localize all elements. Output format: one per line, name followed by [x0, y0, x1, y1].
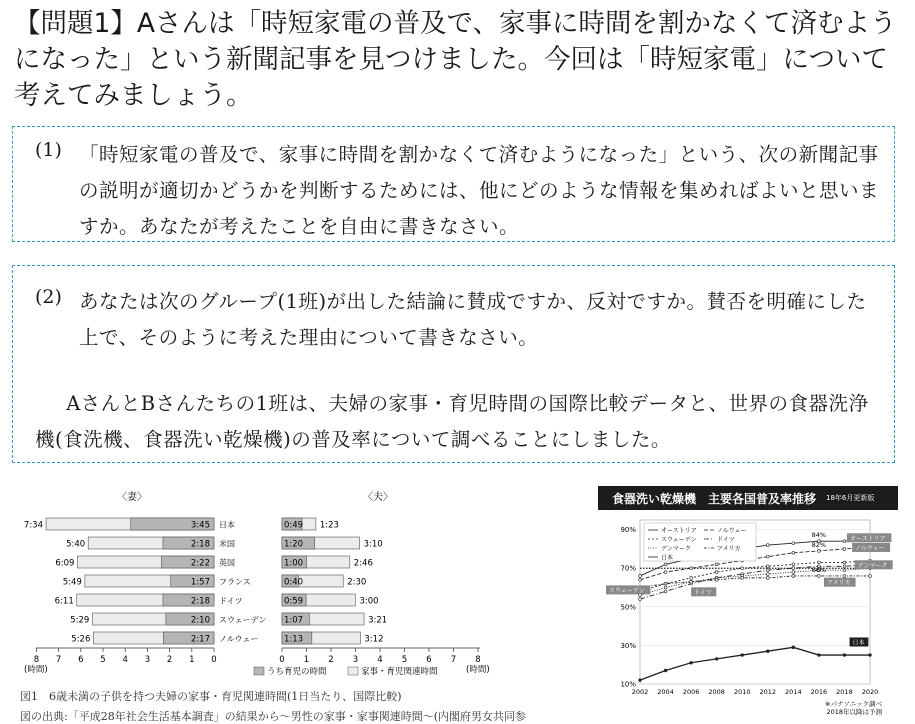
legend-entry: ノルウェー	[717, 527, 747, 535]
series-point	[664, 563, 667, 566]
wife-tick-label: 2	[166, 655, 173, 665]
series-point	[869, 654, 872, 657]
husband-tick-label: 8	[475, 655, 481, 665]
country-label: フランス	[219, 577, 251, 587]
husband-childcare-label: 0:49	[284, 520, 304, 531]
series-point	[843, 540, 846, 543]
wife-tick-label: 6	[78, 655, 84, 665]
husband-childcare-label: 1:07	[284, 615, 304, 626]
x-tick-label: 2018	[836, 688, 853, 696]
y-tick-label: 70%	[620, 564, 636, 573]
husband-total-label: 3:10	[363, 539, 383, 550]
series-point	[664, 669, 667, 672]
legend-childcare-swatch	[254, 667, 264, 675]
series-point	[741, 576, 744, 579]
series-point	[664, 586, 667, 589]
series-point	[869, 575, 872, 578]
x-tick-label: 2004	[657, 688, 674, 696]
series-point	[766, 573, 769, 576]
y-tick-label: 30%	[620, 641, 636, 650]
point-value-label: 66%	[811, 565, 827, 574]
question-1-text: 「時短家電の普及で、家事に時間を割かなくて済むようになった」という、次の新聞記事の説明が適切かどうかを判断するためには、他にどのような情報を集めればよいと思いますか。あなたが考えたことを自由に書きなさい。	[79, 143, 880, 238]
series-point	[741, 567, 744, 570]
legend-childcare-label: うち育児の時間	[267, 667, 327, 677]
series-point	[766, 544, 769, 547]
series-point	[639, 679, 642, 682]
series-point	[817, 575, 820, 578]
country-label: 米国	[219, 539, 235, 549]
question-2-box	[12, 265, 895, 463]
series-point	[817, 561, 820, 564]
husband-childcare-label: 1:13	[284, 634, 304, 645]
country-label: ノルウェー	[219, 634, 259, 644]
husband-total-label: 3:12	[364, 634, 384, 645]
wife-chart-title: 〈妻〉	[117, 492, 147, 503]
series-point	[766, 576, 769, 579]
series-point	[766, 650, 769, 653]
husband-tick-label: 2	[328, 655, 334, 665]
series-point	[766, 555, 769, 558]
series-point	[792, 646, 795, 649]
series-point	[843, 569, 846, 572]
question-1-box	[12, 126, 895, 242]
chart-note-source: ※パナソニック調べ	[825, 700, 882, 708]
husband-tick-label: 1	[303, 655, 310, 665]
series-point	[766, 569, 769, 572]
series-point	[766, 565, 769, 568]
husband-total-label: 2:46	[353, 558, 373, 569]
wife-childcare-label: 2:18	[190, 539, 210, 550]
series-point	[715, 658, 718, 661]
series-tag-label: ドイツ	[694, 589, 712, 597]
x-tick-label: 2008	[708, 688, 725, 696]
y-tick-label: 10%	[620, 680, 636, 689]
legend-entry: 日本	[661, 554, 674, 562]
wife-total-label: 5:26	[71, 634, 91, 645]
dishwasher-chart-subtitle: 18年6月更新版	[826, 494, 875, 502]
x-tick-label: 2012	[759, 688, 777, 696]
wife-total-label: 6:11	[54, 596, 74, 607]
question-1-number: (1)	[35, 139, 62, 161]
series-point	[639, 578, 642, 581]
figure-source: 図の出典:「平成28年社会生活基本調査」の結果から～男性の家事・家事関連時間～(内閣府男女共同参	[20, 710, 526, 723]
husband-tick-label: 3	[352, 655, 359, 665]
husband-tick-label: 5	[401, 655, 408, 665]
husband-childcare-label: 1:20	[284, 539, 304, 550]
wife-childcare-label: 2:18	[190, 596, 210, 607]
wife-childcare-label: 3:45	[190, 520, 210, 531]
legend-entry: デンマーク	[661, 545, 691, 553]
series-point	[792, 571, 795, 574]
series-point	[741, 654, 744, 657]
husband-axis-unit: (時間)	[466, 665, 490, 675]
country-label: スウェーデン	[219, 615, 267, 625]
series-point	[843, 561, 846, 564]
wife-childcare-label: 1:57	[190, 577, 210, 588]
country-label: ドイツ	[219, 596, 243, 606]
wife-total-label: 5:40	[66, 539, 86, 550]
point-value-label: 82%	[811, 540, 827, 549]
series-tag-label: オーストリア	[850, 535, 886, 543]
series-point	[690, 580, 693, 583]
wife-childcare-label: 2:22	[190, 558, 210, 569]
wife-tick-label: 5	[100, 655, 106, 665]
y-tick-label: 50%	[620, 603, 636, 612]
series-tag-label: スウェーデン	[609, 587, 645, 595]
legend-entry: オーストリア	[661, 527, 697, 535]
wife-total-label: 5:49	[62, 577, 82, 588]
series-tag-label: ノルウェー	[855, 544, 885, 552]
series-point	[843, 654, 846, 657]
wife-childcare-label: 2:10	[190, 615, 210, 626]
series-point	[664, 571, 667, 574]
legend-total-swatch	[348, 667, 358, 675]
series-point	[843, 548, 846, 551]
husband-chart-title: 〈夫〉	[363, 492, 393, 503]
x-tick-label: 2020	[861, 688, 879, 696]
legend-entry: アメリカ	[717, 545, 741, 553]
husband-tick-label: 4	[377, 655, 383, 665]
legend-total-label: 家事・育児関連時間	[361, 667, 438, 677]
series-point	[792, 542, 795, 545]
series-point	[792, 575, 795, 578]
wife-tick-label: 3	[144, 655, 151, 665]
series-point	[792, 563, 795, 566]
wife-total-label: 5:29	[70, 615, 90, 626]
husband-childcare-label: 0:40	[284, 577, 304, 588]
group-paragraph: AさんとBさんたちの1班は、夫婦の家事・育児時間の国際比較データと、世界の食器洗浄機(食洗機、食器洗い乾燥機)の普及率について調べることにしました。	[35, 392, 869, 451]
x-tick-label: 2016	[810, 688, 828, 696]
y-tick-label: 90%	[620, 526, 636, 535]
figure-caption: 図1 6歳未満の子供を持つ夫婦の家事・育児関連時間(1日当たり、国際比較)	[20, 690, 402, 703]
dishwasher-chart-title: 食器洗い乾燥機 主要各国普及率推移	[612, 491, 817, 506]
series-point	[664, 582, 667, 585]
series-point	[690, 661, 693, 664]
series-tag-label: 日本	[852, 639, 865, 647]
series-point	[843, 575, 846, 578]
dishwasher-penetration-chart	[598, 512, 898, 717]
series-point	[639, 575, 642, 578]
housework-time-chart	[18, 486, 498, 686]
wife-tick-label: 4	[122, 655, 128, 665]
country-label: 日本	[219, 520, 235, 530]
legend-entry: スウェーデン	[661, 536, 697, 544]
series-point	[690, 567, 693, 570]
chart-note-forecast: 2018年以降は予測	[826, 708, 882, 716]
question-2-text: あなたは次のグループ(1班)が出した結論に賛成ですか、反対ですか。賛否を明確にした上で、そのように考えた理由について書きなさい。	[79, 290, 867, 349]
dishwasher-chart-banner	[598, 486, 898, 510]
husband-childcare-label: 1:00	[284, 558, 304, 569]
wife-total-label: 7:34	[23, 520, 44, 531]
x-tick-label: 2010	[733, 688, 751, 696]
wife-childcare-label: 2:17	[190, 634, 210, 645]
husband-childcare-label: 0:59	[284, 596, 304, 607]
husband-total-label: 1:23	[319, 520, 339, 531]
series-point	[715, 578, 718, 581]
series-point	[792, 551, 795, 554]
wife-tick-label: 1	[189, 655, 195, 665]
legend-entry: ドイツ	[717, 536, 735, 544]
series-tag-label: アメリカ	[827, 579, 851, 587]
x-tick-label: 2002	[631, 688, 649, 696]
series-point	[817, 654, 820, 657]
husband-tick-label: 0	[279, 655, 285, 665]
country-label: 英国	[219, 558, 235, 568]
wife-tick-label: 7	[55, 655, 62, 665]
series-point	[639, 598, 642, 601]
series-point	[817, 549, 820, 552]
wife-total-label: 6:09	[55, 558, 75, 569]
series-point	[715, 563, 718, 566]
wife-axis-unit: (時間)	[24, 665, 48, 675]
wife-tick-label: 0	[211, 655, 217, 665]
series-point	[715, 571, 718, 574]
series-point	[664, 590, 667, 593]
husband-total-label: 2:30	[347, 577, 367, 588]
x-tick-label: 2006	[682, 688, 700, 696]
point-value-label: 84%	[811, 531, 827, 540]
problem-title: 【問題1】Aさんは「時短家電の普及で、家事に時間を割かなくて済むようになった」という新聞記事を見つけました。今回は「時短家電」について考えてみましょう。	[14, 8, 897, 111]
husband-tick-label: 6	[426, 655, 432, 665]
husband-total-label: 3:21	[368, 615, 388, 626]
wife-tick-label: 8	[33, 655, 40, 665]
x-tick-label: 2014	[785, 688, 802, 696]
series-point	[843, 565, 846, 568]
question-2-number: (2)	[35, 286, 62, 308]
series-tag-label: デンマーク	[857, 562, 888, 570]
series-point	[690, 576, 693, 579]
series-point	[792, 567, 795, 570]
husband-tick-label: 7	[450, 655, 457, 665]
husband-total-label: 3:00	[359, 596, 379, 607]
